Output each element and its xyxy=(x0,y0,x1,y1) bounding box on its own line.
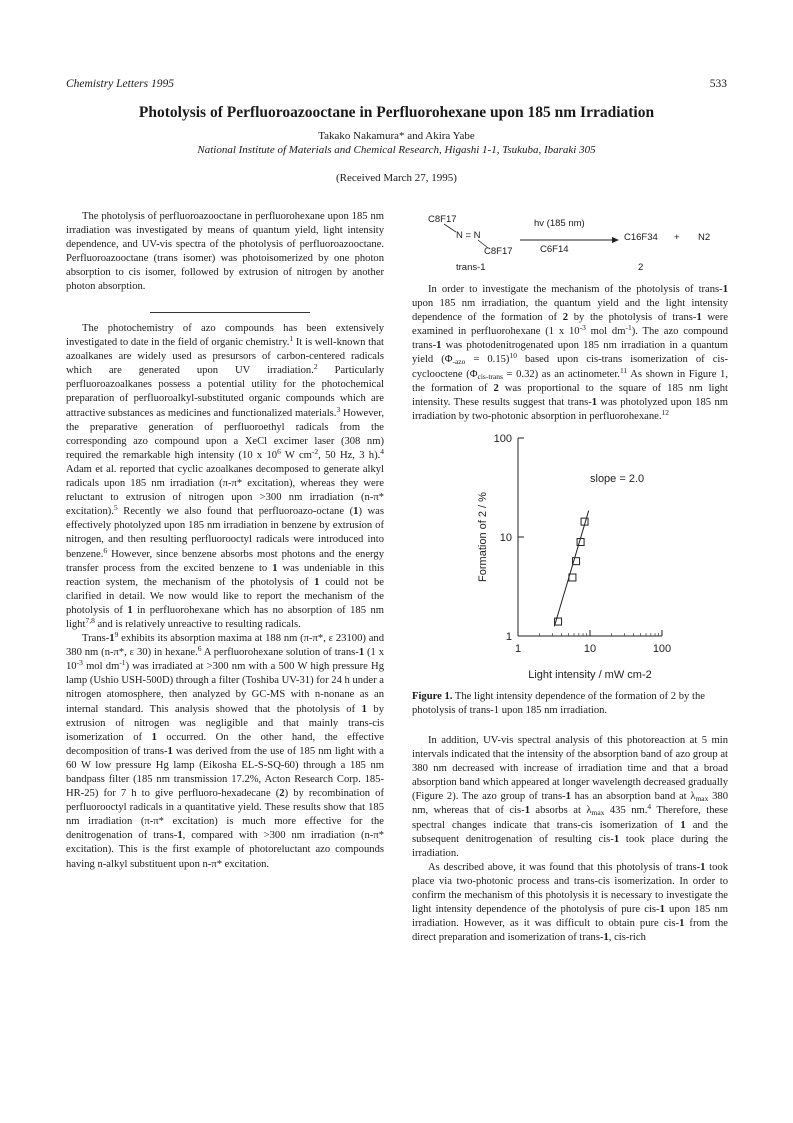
y-tick-label: 10 xyxy=(499,532,512,544)
journal-name: Chemistry Letters 1995 xyxy=(66,78,174,90)
paragraph: The photochemistry of azo compounds has been extensively investigated to date in the field of organic chemistry.$^1$ It is well-known that azoalkanes are widely used as presursors of carbon-centered radicals which are generated upon UV irradiation.$^2$ Particularly perfluoroazoalkanes possess a potential utility for the photochemical preparation of perfluoroalkyl-substituted organic compounds which are attractive substances as medicines and functionalized materials.$^3$ However, the preparative generation of perfluoroethyl radicals from the corresponding azo compound upon a XeCl excimer laser (308 nm) required the remarkable high intensity (10 x $10^6$ W $cm^{-2}$, 50 Hz, 3 h).$^4$ Adam et al. reported that cyclic azoalkanes decomposed to generate alkyl radicals upon 185 nm irradiation (π-π* excitation), whereas they were reluctant to extrusion of nitrogen upon >300 nm irradiation (n-π* excitation).$^5$ Recently we also found that perfluoroazo-octane (1) was effectively photolyzed upon 185 nm irradiation in benzene by extrusion of nitrogen, and then resulting perfluorooctyl radicals were introduced into benzene.$^6$ However, since benzene absorbs most photons and the energy transfer process from the excited benzene to 1 was undeniable in this reaction system, the mechanism of the photolysis of 1 could not be clarified in detail. We now would like to report the mechanism of the photolysis of 1 in perfluorohexane which has no absorption of 185 nm light$^{7,8}$ and is relatively unreactive to resulting radicals. xyxy=(66,323,385,630)
received-date: (Received March 27, 1995) xyxy=(336,172,457,184)
x-tick-label: 100 xyxy=(652,643,672,655)
affiliation: National Institute of Materials and Chemical Research, Higashi 1-1, Tsukuba, Ibaraki 305 xyxy=(197,144,596,156)
body-left-column xyxy=(66,322,384,872)
light-intensity-chart xyxy=(412,430,728,690)
caption-label: Figure 1. xyxy=(412,691,453,702)
abstract-column xyxy=(66,210,384,307)
paragraph: Trans-$1^9$ exhibits its absorption maxima at 188 nm (π-π*, ε 23100) and 380 nm (n-π*, ε 30) in hexane.$^6$ A perfluorohexane solution of trans-1 (1 x $10^{-3}$ mol $dm^{-1}$) was irradiated at >300 nm with a 500 W high pressure Hg lamp (Ushio USH-500D) through a filter (Toshiba UV-31) for 24 h under a nitrogen atomosphere, then analyzed by GC-MS with n-nonane as an internal standard. This analysis showed that the photolysis of 1 by extrusion of nitrogen was negligible and that mainly trans-cis isomerization of 1 occurred. On the other hand, the effective decomposition of trans-1 was derived from the use of 185 nm light with a 60 W low pressure Hg lamp (Eikosha EL-S-SQ-60) through a 185 nm bandpass filter (185 nm transmission 17.2%, Acton Research Corp. 185-HR-25) for 7 h to give perfluoro-hexadecane (2) by recombination of perfluorooctyl radicals in a quantitative yield. These results show that 185 nm irradiation (π-π* excitation) is much more effective for the denitrogenation of trans-1, compared with >300 nm irradiation (n-π* excitation). This is the first example of photoreluctant azo compounds having n-alkyl substituent upon n-π* excitation. xyxy=(66,630,385,870)
y-tick-label: 100 xyxy=(493,433,512,445)
figure-caption xyxy=(412,690,728,718)
abstract: The photolysis of perfluoroazooctane in perfluorohexane upon 185 nm irradiation was investigated by means of quantum yield, light intensity dependence, and UV-vis spectra of the photolysis of perfluoroazooctane. Perfluoroazooctane (trans isomer) was photoisomerized by one photon absorption to cis isomer, followed by extrusion of nitrogen by another photon absorption. xyxy=(66,211,384,293)
fit-line xyxy=(554,511,588,627)
section-divider xyxy=(150,312,310,313)
paragraph: In addition, UV-vis spectral analysis of this photoreaction at 5 min intervals indicated that the intensity of the absorption band of azo group at 380 nm decreased with increase of irradiation time and that a broad absorption band which appeared at longer wavelength decreased gradually (Figure 2). The azo group of trans-1 has an absorption band at $\lambda_{max}$ 380 nm, whereas that of cis-1 absorbs at $\lambda_{max}$ 435 nm.$^4$ Therefore, these spectral changes indicate that trans-cis isomerization of 1 and the subsequent denitrogenation of resulting cis-1 took place during the irradiation. xyxy=(412,735,729,859)
scheme-lines xyxy=(412,210,728,276)
slope-annotation: slope = 2.0 xyxy=(590,473,645,485)
plus-sign: + xyxy=(674,232,680,243)
y-tick-label: 1 xyxy=(505,631,512,643)
reaction-scheme xyxy=(412,210,728,276)
y-axis-label: Formation of 2 / % xyxy=(477,492,489,582)
product-nitrogen: N2 xyxy=(698,232,711,243)
x-axis-label: Light intensity / mW cm-2 xyxy=(528,669,652,681)
product-label: 2 xyxy=(638,262,644,273)
azo-bond: N = N xyxy=(456,230,481,241)
reactant-top-group: C8F17 xyxy=(428,214,457,225)
page-number: 533 xyxy=(709,78,727,90)
x-tick-label: 10 xyxy=(583,643,597,655)
paragraph: As described above, it was found that this photolysis of trans-1 took place via two-photonic process and trans-cis isomerization. In order to confirm the mechanism of this photolysis it is necessary to investigate the light intensity dependence of the photolysis of pure cis-1 upon 185 nm irradiation. However, as it was difficult to obtain pure cis-1 from the direct preparation and isomerization of trans-1, cis-rich xyxy=(412,861,728,944)
arrow-condition-top: hv (185 nm) xyxy=(534,218,585,229)
body-right-column-lower xyxy=(412,734,728,945)
body-right-column xyxy=(412,283,728,424)
caption-text: The light intensity dependence of the formation of 2 by the photolysis of trans-1 upon 185 nm irradiation. xyxy=(412,691,705,716)
product-perfluorohexadecane: C16F34 xyxy=(624,232,658,243)
reactant-label: trans-1 xyxy=(456,262,486,273)
authors: Takako Nakamura* and Akira Yabe xyxy=(318,130,475,142)
reactant-bottom-group: C8F17 xyxy=(484,246,513,257)
arrow-condition-bottom: C6F14 xyxy=(540,244,569,255)
paragraph: In order to investigate the mechanism of the photolysis of trans-1 upon 185 nm irradiation, the quantum yield and the light intensity dependence of the formation of 2 by the photolysis of trans-1 were examined in perfluorohexane (1 x $10^{-3}$ mol $dm^{-1}$). The azo compound trans-1 was photodenitrogenated upon 185 nm irradiation in a quantum yield $(\Phi_{-azo} = 0.15)^{10}$ based upon cis-trans isomerization of cis-cyclooctene $(\Phi_{cis-trans} = 0.32)$ as an actinometer.$^{11}$ As shown in Figure 1, the formation of 2 was proportional to the square of 185 nm light intensity. These results suggest that trans-1 was photolyzed upon 185 nm irradiation by two-photonic absorption in perfluorohexane.$^{12}$ xyxy=(412,284,728,422)
paper-title: Photolysis of Perfluoroazooctane in Perfluorohexane upon 185 nm Irradiation xyxy=(138,104,655,121)
x-tick-label: 1 xyxy=(514,643,522,655)
figure-1 xyxy=(412,430,728,690)
